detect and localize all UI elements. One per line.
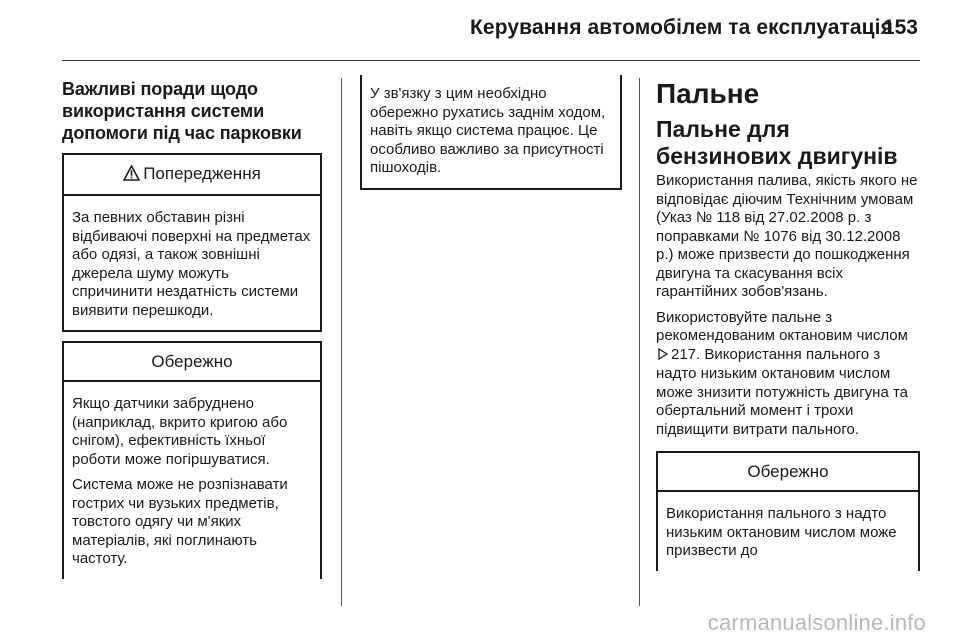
- caution-box-header: [64, 343, 320, 382]
- page-reference-number[interactable]: 217: [671, 345, 697, 363]
- section-title-fuel: Пальне: [656, 78, 760, 109]
- page-header-title: Керування автомобілем та експлуатація: [470, 16, 893, 39]
- caution-continued-text: У зв'язку з цим необхідно обережно рухатись заднім ходом, навіть якщо система працює. Це особливо важливо за присутності пішоходів.: [370, 85, 606, 176]
- column-divider: [341, 78, 342, 606]
- fuel-paragraph-octane: [656, 309, 920, 440]
- warning-triangle-icon: [123, 165, 140, 186]
- fuel-paragraph-text: Використовуйте пальне з рекомендованим октановим числом: [656, 308, 908, 344]
- caution-box-fuel-text: Використання пального з надто низьким октановим числом може призвести до: [666, 505, 897, 559]
- caution-box-fuel-body: [658, 492, 918, 571]
- fuel-paragraph-text: . Використання пального з надто низьким октановим числом може знизити потужність двигуна та обертальний момент і трохи підвищити витрати пального.: [656, 345, 908, 438]
- section-heading-parking-tips: Важливі поради щодо використання системи допомоги під час парковки: [62, 79, 302, 143]
- column-middle: [360, 75, 622, 190]
- caution-box-continued: [360, 75, 622, 190]
- fuel-paragraph: Використання палива, якість якого не відповідає діючим Технічним умовам (Указ № 118 від 27.02.2008 р. з поправками № 1076 від 30.12.2008 р.) може призвести до пошкодження двигуна та скасування всіх гарантійних зобов'язань.: [656, 172, 918, 300]
- watermark: carmanualsonline.info: [707, 610, 926, 635]
- page-reference-icon: [658, 347, 668, 366]
- warning-box-label: Попередження: [143, 164, 261, 183]
- caution-box-label: Обережно: [151, 352, 233, 371]
- column-right: [656, 78, 920, 571]
- warning-box-body: [64, 196, 320, 330]
- page-number: 153: [882, 16, 918, 39]
- warning-box: [62, 153, 322, 332]
- header-rule: [62, 60, 920, 61]
- caution-paragraph: Система може не розпізнавати гострих чи вузьких предметів, товстого одягу чи м'яких матеріалів, які поглинають частоту.: [72, 476, 288, 567]
- caution-box-body: [64, 382, 320, 579]
- caution-paragraph: Якщо датчики забруднено (наприклад, вкрито кригою або снігом), ефективність їхньої роботи може погіршуватися.: [72, 395, 288, 468]
- caution-box-fuel-label: Обережно: [747, 462, 829, 481]
- caution-box-fuel: [656, 451, 920, 571]
- caution-box-fuel-header: [658, 453, 918, 492]
- warning-box-text: За певних обставин різні відбиваючі поверхні на предметах або одязі, а також зовнішні джерела шуму можуть спричинити нездатність системи виявити перешкоди.: [72, 209, 311, 319]
- column-divider: [639, 78, 640, 606]
- caution-box: [62, 341, 322, 579]
- warning-box-header: [64, 155, 320, 196]
- column-left: [62, 78, 322, 579]
- subsection-title-petrol-fuel: Пальне для бензинових двигунів: [656, 116, 898, 169]
